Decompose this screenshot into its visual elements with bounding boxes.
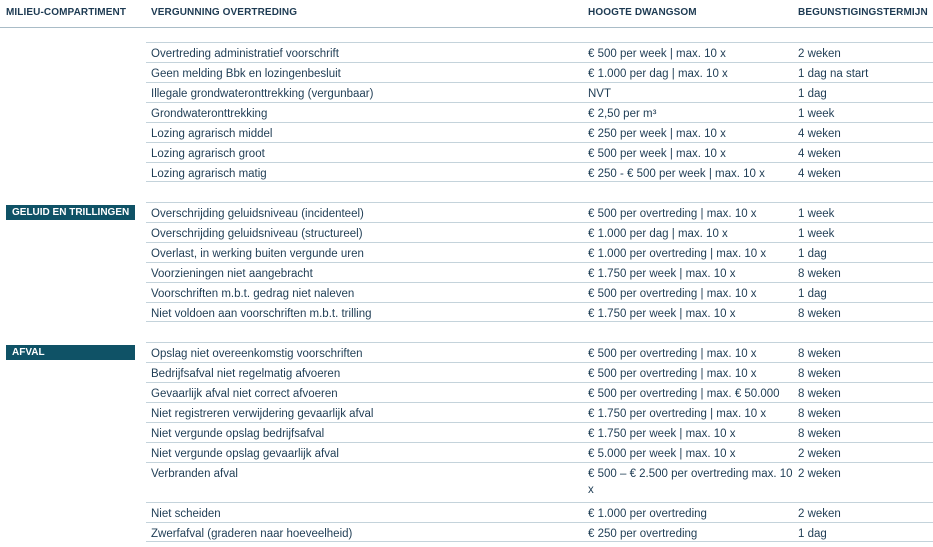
dwangsom-cell: € 250 - € 500 per week | max. 10 x xyxy=(588,168,765,180)
termijn-cell: 1 week xyxy=(798,108,835,120)
termijn-cell: 8 weken xyxy=(798,348,841,360)
dwangsom-cell: € 1.000 per dag | max. 10 x xyxy=(588,228,728,240)
termijn-cell: 8 weken xyxy=(798,368,841,380)
termijn-cell: 8 weken xyxy=(798,388,841,400)
dwangsom-cell: € 1.000 per overtreding | max. 10 x xyxy=(588,248,767,260)
overtreding-cell: Opslag niet overeenkomstig voorschriften xyxy=(151,348,363,360)
termijn-cell: 1 week xyxy=(798,208,835,220)
dwangsom-cell: € 500 per overtreding | max. 10 x xyxy=(588,208,757,220)
termijn-cell: 1 dag xyxy=(798,88,827,100)
termijn-cell: 1 week xyxy=(798,228,835,240)
header-begunstigingstermijn: BEGUNSTIGINGSTERMIJN xyxy=(798,7,928,18)
termijn-cell: 2 weken xyxy=(798,468,841,480)
dwangsom-cell: € 2,50 per m³ xyxy=(588,108,657,120)
termijn-cell: 4 weken xyxy=(798,168,841,180)
overtreding-cell: Niet scheiden xyxy=(151,508,221,520)
overtreding-cell: Illegale grondwateronttrekking (vergunbaar) xyxy=(151,88,374,100)
overtreding-cell: Niet vergunde opslag bedrijfsafval xyxy=(151,428,325,440)
table-row xyxy=(146,222,933,242)
table-row xyxy=(146,282,933,302)
table-row xyxy=(146,142,933,162)
dwangsom-cell: € 500 per week | max. 10 x xyxy=(588,48,726,60)
dwangsom-cell: € 500 – € 2.500 per overtreding max. 10 x xyxy=(588,468,793,496)
table-row xyxy=(146,82,933,102)
table-row xyxy=(146,102,933,122)
dwangsom-cell: € 1.750 per week | max. 10 x xyxy=(588,428,736,440)
termijn-cell: 1 dag na start xyxy=(798,68,869,80)
termijn-cell: 1 dag xyxy=(798,528,827,540)
overtreding-cell: Gevaarlijk afval niet correct afvoeren xyxy=(151,388,338,400)
dwangsom-cell: € 250 per overtreding xyxy=(588,528,698,540)
dwangsom-cell: € 1.000 per overtreding xyxy=(588,508,707,520)
table-row xyxy=(146,202,933,222)
dwangsom-cell: € 1.750 per week | max. 10 x xyxy=(588,308,736,320)
table-row xyxy=(146,42,933,62)
dwangsom-cell: € 500 per week | max. 10 x xyxy=(588,148,726,160)
table-row xyxy=(146,122,933,142)
termijn-cell: 2 weken xyxy=(798,48,841,60)
header-milieu-compartiment: MILIEU-COMPARTIMENT xyxy=(6,7,127,18)
termijn-cell: 8 weken xyxy=(798,428,841,440)
overtreding-cell: Zwerfafval (graderen naar hoeveelheid) xyxy=(151,528,353,540)
overtreding-cell: Grondwateronttrekking xyxy=(151,108,268,120)
section-rows xyxy=(146,342,933,542)
table-row xyxy=(146,522,933,542)
dwangsom-cell: € 250 per week | max. 10 x xyxy=(588,128,726,140)
table-row xyxy=(146,362,933,382)
section-label: GELUID EN TRILLINGEN xyxy=(6,205,135,220)
section-label: AFVAL xyxy=(6,345,135,360)
header-hoogte-dwangsom: HOOGTE DWANGSOM xyxy=(588,7,697,18)
dwangsom-cell: € 1.750 per week | max. 10 x xyxy=(588,268,736,280)
overtreding-cell: Overlast, in werking buiten vergunde uren xyxy=(151,248,364,260)
overtreding-cell: Lozing agrarisch groot xyxy=(151,148,265,160)
overtreding-cell: Overtreding administratief voorschrift xyxy=(151,48,339,60)
termijn-cell: 8 weken xyxy=(798,268,841,280)
header-vergunning-overtreding: VERGUNNING OVERTREDING xyxy=(151,7,298,18)
termijn-cell: 1 dag xyxy=(798,248,827,260)
overtreding-cell: Niet vergunde opslag gevaarlijk afval xyxy=(151,448,339,460)
dwangsom-cell: € 500 per overtreding | max. 10 x xyxy=(588,368,757,380)
termijn-cell: 2 weken xyxy=(798,448,841,460)
overtreding-cell: Voorzieningen niet aangebracht xyxy=(151,268,313,280)
table-row xyxy=(146,402,933,422)
dwangsom-cell: € 1.000 per dag | max. 10 x xyxy=(588,68,728,80)
termijn-cell: 2 weken xyxy=(798,508,841,520)
termijn-cell: 4 weken xyxy=(798,148,841,160)
table-row xyxy=(146,302,933,322)
table-row xyxy=(146,382,933,402)
section-rows xyxy=(146,42,933,182)
overtreding-cell: Bedrijfsafval niet regelmatig afvoeren xyxy=(151,368,341,380)
dwangsom-cell: € 1.750 per overtreding | max. 10 x xyxy=(588,408,767,420)
overtreding-cell: Overschrijding geluidsniveau (structureel) xyxy=(151,228,363,240)
overtreding-cell: Verbranden afval xyxy=(151,468,238,480)
overtreding-cell: Niet registreren verwijdering gevaarlijk afval xyxy=(151,408,374,420)
table-row xyxy=(146,422,933,442)
table-row xyxy=(146,162,933,182)
dwangsom-cell: € 500 per overtreding | max. 10 x xyxy=(588,288,757,300)
dwangsom-cell: € 500 per overtreding | max. 10 x xyxy=(588,348,757,360)
termijn-cell: 1 dag xyxy=(798,288,827,300)
table-row xyxy=(146,442,933,462)
dwangsom-cell: NVT xyxy=(588,88,611,100)
termijn-cell: 8 weken xyxy=(798,308,841,320)
overtreding-cell: Niet voldoen aan voorschriften m.b.t. trilling xyxy=(151,308,372,320)
overtreding-cell: Geen melding Bbk en lozingenbesluit xyxy=(151,68,341,80)
overtreding-cell: Lozing agrarisch matig xyxy=(151,168,267,180)
overtreding-cell: Overschrijding geluidsniveau (incidenteel) xyxy=(151,208,364,220)
section-rows xyxy=(146,202,933,322)
table-row xyxy=(146,62,933,82)
termijn-cell: 8 weken xyxy=(798,408,841,420)
dwangsom-cell: € 500 per overtreding | max. € 50.000 xyxy=(588,388,780,400)
dwangsom-cell: € 5.000 per week | max. 10 x xyxy=(588,448,736,460)
table-row xyxy=(146,342,933,362)
termijn-cell: 4 weken xyxy=(798,128,841,140)
table-row xyxy=(146,462,933,502)
table-row xyxy=(146,242,933,262)
header-divider xyxy=(0,27,933,28)
table-row xyxy=(146,262,933,282)
table-row xyxy=(146,502,933,522)
overtreding-cell: Lozing agrarisch middel xyxy=(151,128,273,140)
overtreding-cell: Voorschriften m.b.t. gedrag niet naleven xyxy=(151,288,355,300)
